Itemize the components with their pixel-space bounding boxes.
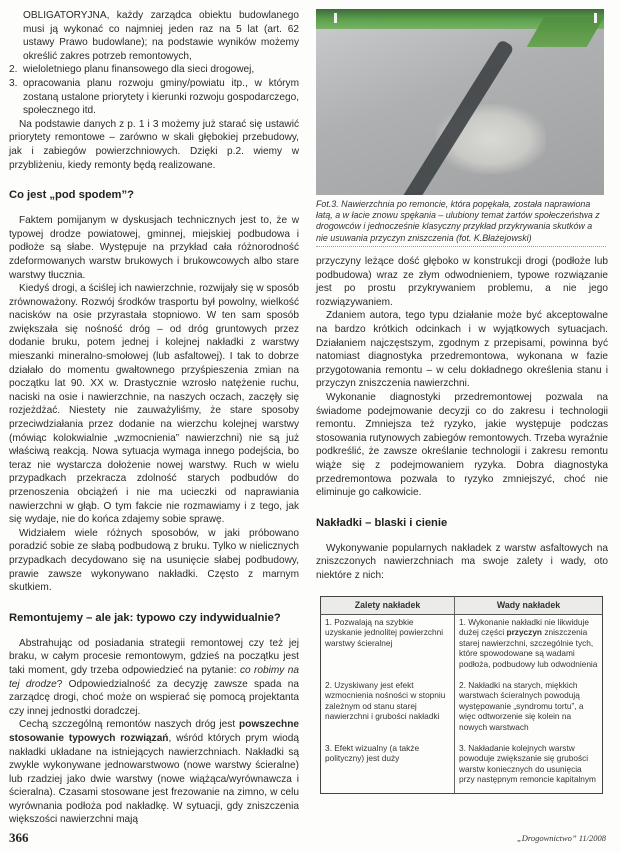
paragraph: Kiedyś drogi, a ściślej ich nawierzchnie, rozwijały się w sposób zrównoważony. Rozwój środków trasportu był powolny, wielkość nacisków na osie przyrastała stopniowo. W ten sam sposób zwiększała się nośność dróg – od dróg gruntowych przez dodanie bruku, potem jednej i kolejnej nakładki z warstwy mieszanki mineralno-smołowej (lub asfaltowej). I tak to dobrze działało do momentu gwałtownego przyśpieszenia zmian na początku lat 90. XX w. Drastycznie wzrosło natężenie ruchu, naciski na osie i nawierzchnie, na naszych oczach, zaczęły się rozjeżdżać. Niestety nie zauważyliśmy, że stare sposoby przeciwdziałania przez dodanie na wierzchu kolejnej warstwy (mówiąc kolokwialnie „wzmocnienia” nawierzchni) nie są już właściwą reakcją. Nowa sytuacja wymaga innego podejścia, bo teraz nie wystarcza dołożenie nowej warstwy. Ruch w wielu przypadkach przekracza zdolność starych podbudów do przenoszenia obciążeń i nie ma ucieczki od naprawiania nawierzchni w głąb. O tym fakcie nie rozmawiamy i z tego, jak się wydaje, nie do końca zdajemy sobie sprawę. xyxy=(9,283,299,526)
paragraph: Wykonywanie popularnych nakładek z warstw asfaltowych na zniszczonych nawierzchniach ma swoje zalety i wady, oto niektóre z nich: xyxy=(316,542,608,581)
caption-divider xyxy=(316,246,606,247)
road-post xyxy=(334,13,337,23)
table-header-row xyxy=(321,597,603,615)
pro-cell: 2. Uzyskiwany jest efekt wzmocnienia nośności w stopniu zależnym od stanu starej nawierzchni i grubości nakładki xyxy=(325,679,446,722)
list-number: 2. xyxy=(9,64,18,76)
text-run: zniszczenia starej nawierzchni, szczególnie tych, które spowodowane są wadami podłoża, podbudowy lub odwodnienia xyxy=(459,627,598,669)
section-heading-repairs: Remontujemy – ale jak: typowo czy indywidualnie? xyxy=(9,611,281,624)
list-number: 3. xyxy=(9,77,18,89)
page-number: 366 xyxy=(9,830,29,845)
list-item xyxy=(9,63,299,77)
road-post xyxy=(594,13,597,23)
list-continuation: OBLIGATORYJNA, każdy zarządca obiektu budowlanego musi ją wykonać co najmniej jeden raz na 5 lat (art. 62 ustawy Prawo budowlane); na podstawie wyników możemy określić zakres potrzeb remontowych, xyxy=(23,10,299,62)
paragraph: Wykonanie diagnostyki przedremontowej pozwala na świadome podejmowanie decyzji co do zakresu i technologii remontu. Zmniejsza też ryzyko, jakie występuje podczas stosowania rutynowych zabiegów remontowych. Trzeba wyraźnie podkreślić, że zawsze określanie technologii i zakresu remontu wiąże się z podejmowaniem ryzyka. Dobra diagnostyka przedremontowa pozwala to ryzyko zmniejszyć, choć nie eliminuje go całkowicie. xyxy=(316,391,608,499)
text-run: Cechą szczególną remontów naszych dróg jest xyxy=(19,719,239,731)
con-cell xyxy=(455,614,603,677)
section-heading-under-surface: Co jest „pod spodem”? xyxy=(9,189,134,202)
road-photo xyxy=(316,9,604,195)
journal-source: „Drogownictwo” 11/2008 xyxy=(516,833,606,843)
paragraph: Widziałem wiele różnych sposobów, w jaki próbowano poradzić sobie ze słabą podbudową z bruku. Tylko w nielicznych przypadkach decydowano się na usunięcie słabej podbudowy, prawie zawsze wykonywano nakładki. Często z marnym skutkiem. xyxy=(9,527,299,594)
list-text: opracowania planu rozwoju gminy/powiatu itp., w którym zostaną ustalone priorytety i kierunki rozwoju gospodarczego, społecznego itd. xyxy=(23,77,299,117)
pro-cell: 3. Efekt wizualny (a także polityczny) jest duży xyxy=(325,742,420,764)
paragraph xyxy=(9,718,299,827)
column-header-pros: Zalety nakładek xyxy=(321,597,455,615)
text-run: 1. Wykonanie nakładki nie likwiduje dużej części xyxy=(459,616,589,638)
table-row xyxy=(321,614,603,677)
paragraph: Faktem pomijanym w dyskusjach technicznych jest to, że w typowej drodze powiatowej, gminnej, miejskiej podbudowa i podłoże są słabe. Występuje na przykład cała różnorodność zdeformowanych warstw brukowych i brukowcowych albo stare warstwy tłucznia. xyxy=(9,215,299,281)
text-run: Abstrahując od posiadania strategii remontowej czy też jej braku, w całym procesie remontowym, gdzieś na początku jest taki moment, gdy trzeba odpowiedzieć na pytanie: xyxy=(9,637,299,676)
paragraph: Zdaniem autora, tego typu działanie może być akceptowalne na bardzo krótkich odcinkach i w wyjątkowych sytuacjach. Działaniem najczęstszym, zgodnym z przepisami, powinna być natomiast diagnostyka przedremontowa, wykonana w fazie przygotowania remontu – w celu dokładnego określenia stanu i przyczyn zniszczenia nawierzchni. xyxy=(316,310,608,390)
con-cell: 3. Nakładanie kolejnych warstw powoduje zwiększanie się grubości warstw koniecznych do usunięcia przy następnym remoncie kapitalnym xyxy=(455,741,603,794)
paragraph: przyczyny leżące dość głęboko w konstrukcji drogi (podłoże lub podbudowa) wraz ze złym odwodnieniem, typowe rozwiązanie jest po prostu przykrywaniem problemu, a nie jego rozwiązywaniem. xyxy=(316,256,608,308)
bold-phrase: powszechne stosowanie typowych rozwiązań xyxy=(9,719,299,744)
pros-cons-table xyxy=(320,596,603,794)
left-column xyxy=(9,9,299,827)
column-header-cons: Wady nakładek xyxy=(455,597,603,615)
text-run: ? Odpowiedzialność za decyzję zawsze spada na zarządcę drogi, choć może on wspierać się pomocą projektanta czy innej jednostki doradczej. xyxy=(9,678,299,717)
list-text: wieloletniego planu finansowego dla sieci drogowej, xyxy=(23,64,255,76)
table-row xyxy=(321,678,603,741)
table-row xyxy=(321,741,603,794)
paragraph-priorities: Na podstawie danych z p. 1 i 3 możemy już starać się ustawić priorytety remontowe – zarówno w skali głębokiej przebudowy, jak i zabiegów powierzchniowych. Dzięki p.2. wiemy w przybliżeniu, kiedy remonty będą realizowane. xyxy=(9,118,299,171)
list-item xyxy=(9,77,299,118)
paragraph xyxy=(9,637,299,719)
pro-cell: 1. Pozwalają na szybkie uzyskanie jednolitej powierzchni warstwy ścieralnej xyxy=(325,616,444,648)
con-cell: 2. Nakładki na starych, miękkich warstwach ścieralnych powodują występowanie „syndromu tortu”, a więc odtworzenie się kolein na nowych warstwach xyxy=(455,678,603,741)
bold-word: przyczyn xyxy=(506,627,543,638)
photo-caption: Fot.3. Nawierzchnia po remoncie, która popękała, została naprawiona łatą, a w łacie znowu spękania – ulubiony temat żartów społeczeństwa z drogowców i jednocześnie klasyczny przykład przykrywania skutków a nie usuwania przyczyn zniszczenia (fot. K.Błażejowski) xyxy=(316,199,600,243)
section-heading-overlays: Nakładki – blaski i cienie xyxy=(316,516,448,529)
emphasis-question: co robimy na tej drodze xyxy=(9,664,299,690)
text-run: , wśród których prym wiodą nakładki układane na istniejących nawierzchniach. Nakładki są zwykle wykonywane jednowarstwowo (nowe warstwy ścieralne) lub rzadziej jako dwie warstwy (nowe wiążąca/wyrównawcza i ścieralna). Czasami stosowane jest frezowanie na zimno, w celu wyrównania podłoża pod nakładkę. W sytuacji, gdy zniszczenia większości nawierzchni mają xyxy=(9,732,299,826)
right-column xyxy=(316,255,608,582)
